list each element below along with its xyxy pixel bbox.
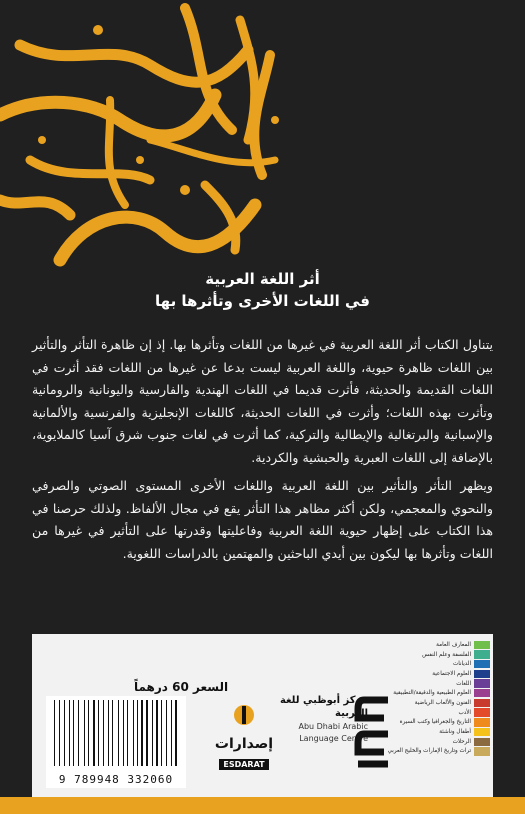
centre-name-arabic: مركز أبوظبي للغة العربية [279,695,368,719]
centre-name-english-1: Abu Dhabi Arabic [298,722,368,731]
barcode-bar [118,700,119,766]
barcode-bar [93,700,95,766]
barcode-bar [76,700,77,766]
legend-label: العلوم الاجتماعية [432,670,471,677]
barcode-bar [80,700,82,766]
legend-swatch [474,641,490,649]
barcode-bar [159,700,160,766]
legend-label: الفلسفة وعلم النفس [422,651,471,658]
barcode-bar [98,700,99,766]
barcode-bar [91,700,92,766]
barcode-bar [100,700,101,766]
legend-swatch [474,718,490,726]
barcode-bar [161,700,162,766]
legend-row [393,688,490,698]
barcode-bar [141,700,142,766]
barcode-bar [112,700,113,766]
barcode-bar [125,700,126,766]
barcode-bar [73,700,74,766]
barcode-bar [129,700,131,766]
book-title [60,268,465,312]
barcode-bar [105,700,106,766]
accent-strip [0,797,525,814]
category-legend [387,640,490,756]
barcode-bar [144,700,145,766]
barcode-bar [108,700,109,766]
legend-label: المعارف العامة [436,641,471,648]
legend-label: اللغات [456,680,471,687]
legend-row [408,727,490,737]
legend-label: أطفال وناشئة [439,729,471,736]
barcode-bar [96,700,97,766]
legend-row [408,650,490,660]
legend-label: تراث وتاريخ الإمارات والخليج العربي [387,748,471,755]
legend-swatch [474,650,490,658]
legend-label: الفنون والألعاب الرياضية [414,699,471,706]
barcode-bar [86,700,87,766]
book-description [32,334,493,571]
legend-label: التاريخ والجغرافيا وكتب السيرة [399,719,471,726]
barcode-bar [64,700,65,766]
legend-swatch [474,689,490,697]
barcode-bar [54,700,55,766]
barcode-bar [71,700,72,766]
title-line-2: في اللغات الأخرى وتأثرها بها [155,292,370,310]
esdarat-arabic-text: إصدارات [214,736,274,752]
barcode-bar [171,700,172,766]
barcode-bar [137,700,138,766]
legend-label: العلوم الطبيعية والدقيقة/التطبيقية [393,690,471,697]
barcode-bar [150,700,151,766]
barcode-bar [66,700,67,766]
legend-swatch [474,670,490,678]
barcode-bar [121,700,122,766]
legend-row [408,737,490,747]
centre-name-english-2: Language Centre [299,734,368,743]
legend-row [399,718,490,728]
barcode-bar [168,700,170,766]
barcode-bar [57,700,58,766]
legend-swatch [474,660,490,668]
legend-row [408,659,490,669]
info-panel [32,634,493,797]
barcode-bar [163,700,164,766]
legend-label: الرحلات [452,738,471,745]
description-paragraph-1: يتناول الكتاب أثر اللغة العربية في غيرها من اللغات وتأثرها بها. إذ إن ظاهرة التأثر والتأثير بين اللغات ظاهرة حيوية، واللغة العربية ليست بدعا عن غيرها من اللغات فقد أثرت في اللغات القديمة والحديثة، فأثرت قديما في اللغات الهندية والفارسية واليونانية والرومانية وتأثرت بهذه اللغات؛ وأثرت في اللغات الحديثة، كاللغات الإنجليزية والفرنسية والألمانية والإسبانية والبرتغالية والإيطالية والتركية، كما أثرت في لغات جنوب شرق آسيا كالملايوية، بالإضافة إلى اللغات العبرية والحبشية والكردية. [32,337,493,465]
barcode-bar [69,700,70,766]
barcode-bar [173,700,174,766]
barcode-bar [152,700,153,766]
barcode-number: 9 789948 332060 [58,773,174,786]
barcode-bar [114,700,116,766]
barcode-bar [88,700,89,766]
barcode-bar [139,700,140,766]
centre-emblem-icon [354,694,392,776]
barcode-bar [123,700,124,766]
legend-label: الأدب [458,709,471,716]
barcode-bar [135,700,136,766]
barcode-bar [110,700,111,766]
barcode-bars [54,700,178,766]
barcode-bar [61,700,63,766]
barcode-bar [146,700,148,766]
centre-logo-text [268,694,368,744]
legend-row [408,679,490,689]
price-label: السعر 60 درهماً [134,680,229,694]
esdarat-english-text: ESDARAT [219,759,268,770]
legend-row [408,669,490,679]
calligraphy-artwork [0,0,300,270]
legend-row [408,698,490,708]
barcode-bar [154,700,155,766]
legend-swatch [474,679,490,687]
legend-swatch [474,728,490,736]
legend-row [408,640,490,650]
legend-swatch [474,738,490,746]
barcode-bar [166,700,167,766]
barcode-bar [59,700,60,766]
legend-swatch [474,699,490,707]
barcode-bar [133,700,134,766]
title-line-1: أثر اللغة العربية [205,270,320,288]
barcode-bar [175,700,176,766]
legend-row [408,708,490,718]
esdarat-emblem-icon [233,700,255,730]
barcode-bar [103,700,104,766]
barcode-bar [84,700,85,766]
legend-swatch [474,747,490,755]
legend-label: الديانات [453,661,471,668]
barcode-bar [156,700,157,766]
barcode-bar [78,700,79,766]
barcode-bar [127,700,128,766]
isbn-barcode [46,696,186,788]
legend-swatch [474,708,490,716]
legend-row [387,747,490,757]
description-paragraph-2: ويظهر التأثر والتأثير بين اللغة العربية واللغات الأخرى المستوى الصوتي والصرفي والنحوي والمعجمي، ولكن أكثر مظاهر هذا التأثر يقع في مجال الألفاظ. ولذلك حرصنا في هذا الكتاب على إظهار حيوية اللغة العربية وفاعليتها وقدرتها على التأثير في غيرها من اللغات وتأثرها بها ليكون بين أيدي الباحثين والمهتمين بالدراسات اللغوية. [32,478,493,561]
